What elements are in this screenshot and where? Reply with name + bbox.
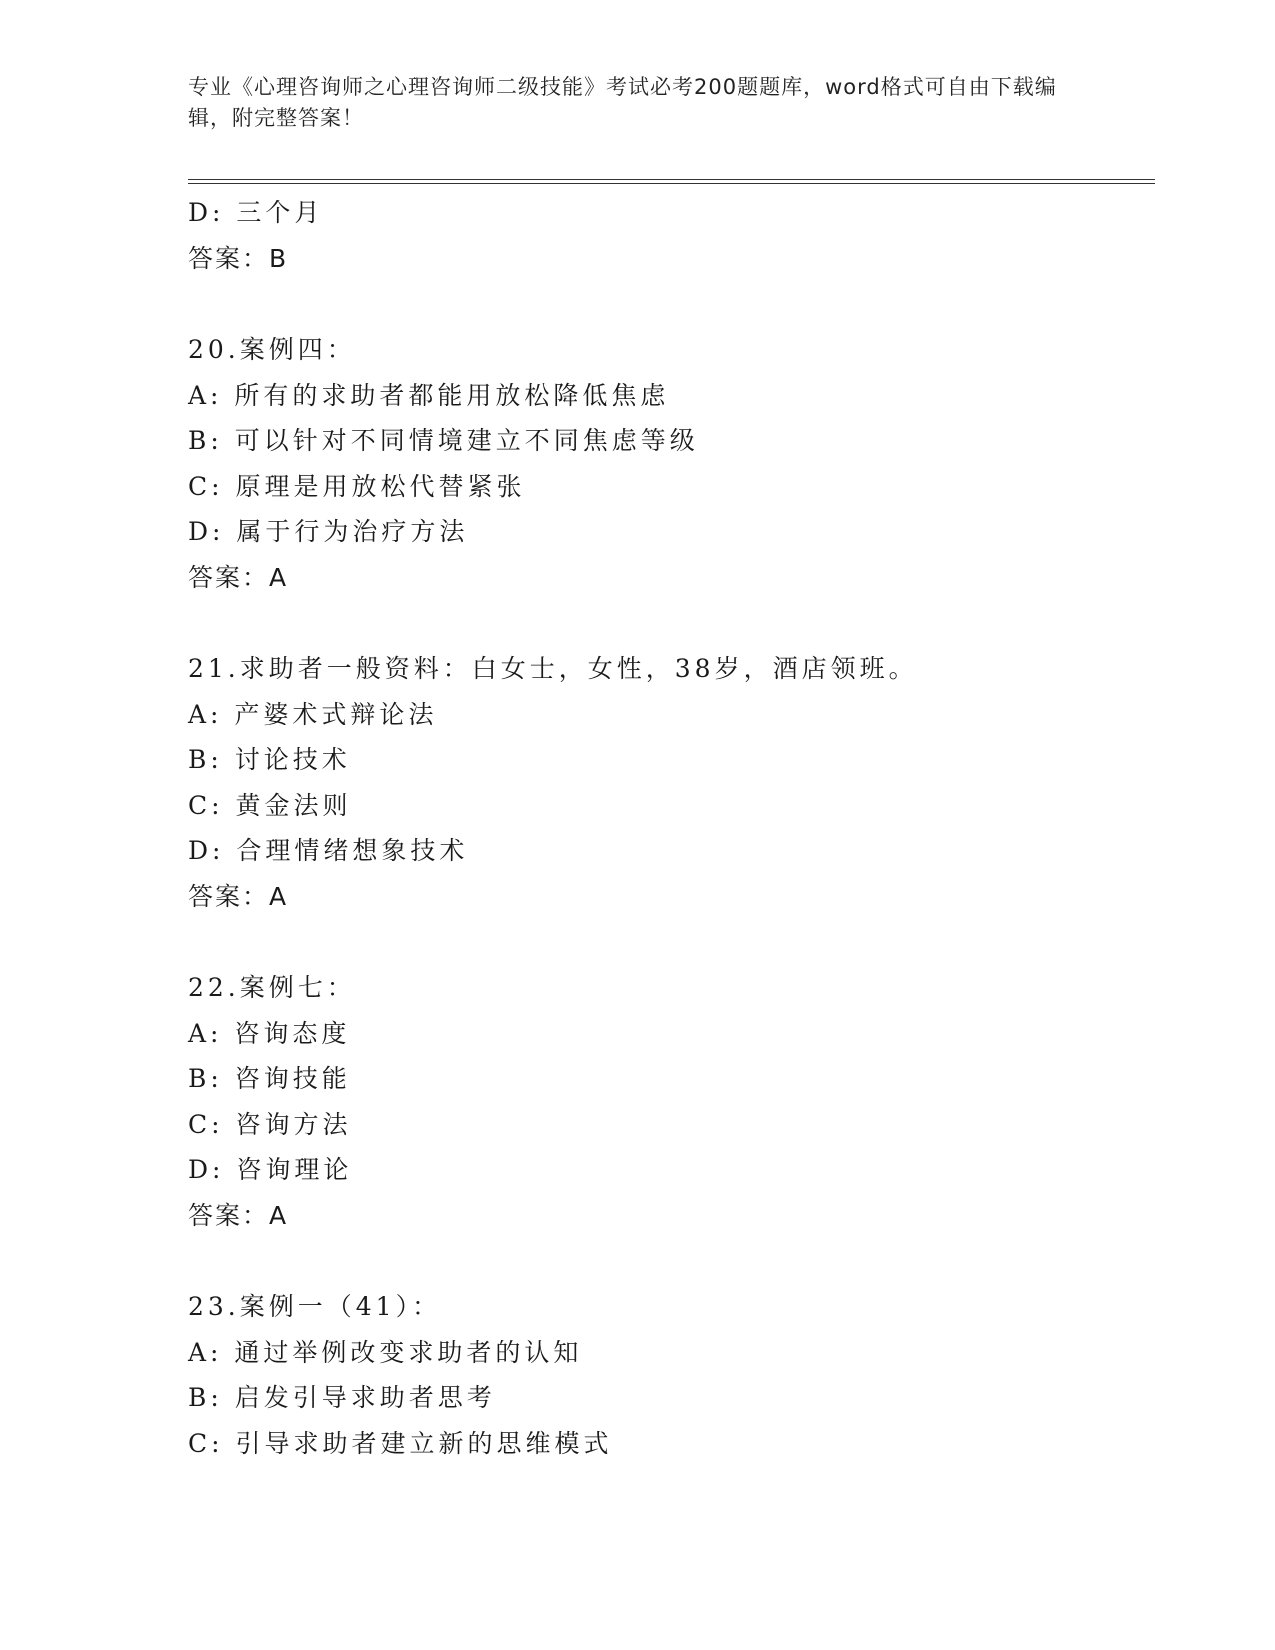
question-21: [188, 646, 1148, 919]
option-c: C: 原理是用放松代替紧张: [188, 471, 526, 501]
option-d: D: 合理情绪想象技术: [188, 836, 469, 865]
option-b: B: 咨询技能: [188, 1064, 351, 1093]
option-d: D: 咨询理论: [188, 1155, 353, 1184]
question-title: 21.求助者一般资料：白女士，女性，38岁，酒店领班。: [188, 654, 918, 683]
option-c: C: 咨询方法: [188, 1109, 352, 1139]
page-header: 专业《心理咨询师之心理咨询师二级技能》考试必考200题题库，word格式可自由下载编辑，附完整答案！: [188, 75, 1057, 130]
question-20: [188, 327, 1148, 600]
option-a: A: 咨询态度: [188, 1018, 351, 1048]
question-title: 22.案例七：: [188, 973, 356, 1002]
answer-line: 答案：A: [188, 881, 289, 911]
option-d: D: 属于行为治疗方法: [188, 517, 469, 546]
option-a: A: 产婆术式辩论法: [188, 699, 438, 729]
question-content: [188, 190, 1148, 1466]
question-23: [188, 1284, 1148, 1466]
answer-line: 答案：B: [188, 243, 289, 273]
option-c: C: 黄金法则: [188, 790, 352, 820]
answer-line: 答案：A: [188, 1200, 289, 1230]
option-d: D: 三个月: [188, 198, 324, 227]
option-a: A: 通过举例改变求助者的认知: [188, 1337, 583, 1367]
option-a: A: 所有的求助者都能用放松降低焦虑: [188, 380, 670, 410]
option-b: B: 可以针对不同情境建立不同焦虑等级: [188, 426, 699, 455]
question-title: 20.案例四：: [188, 335, 356, 364]
header-divider: [188, 179, 1155, 184]
question-title: 23.案例一（41）：: [188, 1292, 442, 1321]
option-b: B: 讨论技术: [188, 745, 351, 774]
option-c: C: 引导求助者建立新的思维模式: [188, 1428, 613, 1458]
question-22: [188, 965, 1148, 1238]
answer-line: 答案：A: [188, 562, 289, 592]
option-b: B: 启发引导求助者思考: [188, 1383, 496, 1412]
